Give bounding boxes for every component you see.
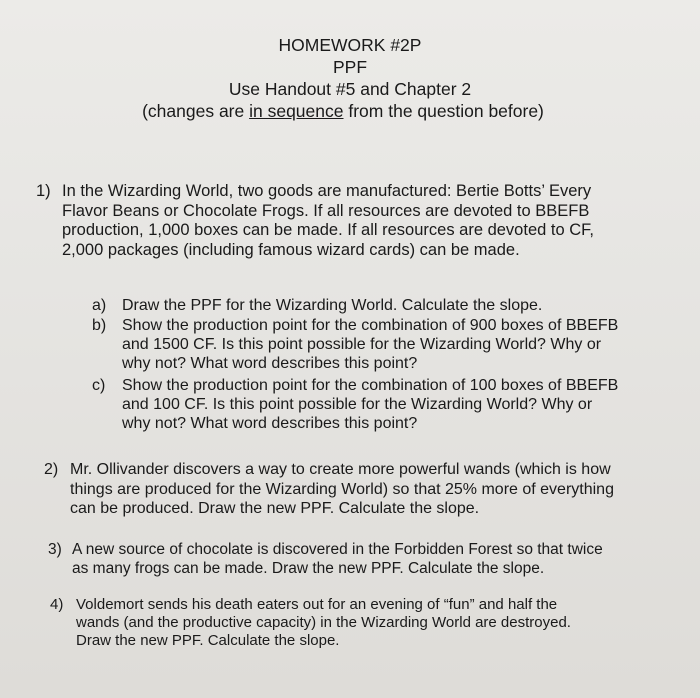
question-number: 4)	[50, 596, 64, 613]
part-line: Draw the PPF for the Wizarding World. Calculate the slope.	[122, 297, 543, 314]
question-number: 2)	[44, 461, 59, 478]
question-line: wands (and the productive capacity) in the Wizarding World are destroyed.	[76, 614, 571, 631]
question-line: Voldemort sends his death eaters out for an evening of “fun” and half the	[76, 596, 558, 613]
question-line: In the Wizarding World, two goods are manufactured: Bertie Botts’ Every	[62, 182, 592, 200]
question-line: Draw the new PPF. Calculate the slope.	[76, 632, 340, 649]
question-line: Mr. Ollivander discovers a way to create more powerful wands (which is how	[70, 461, 611, 478]
part-line: Show the production point for the combination of 900 boxes of BBEFB	[122, 317, 619, 334]
part-line: why not? What word describes this point?	[122, 415, 418, 432]
part-letter: b)	[92, 317, 107, 334]
part-line: Show the production point for the combination of 100 boxes of BBEFB	[122, 377, 619, 394]
question-line: production, 1,000 boxes can be made. If all resources are devoted to CF,	[62, 221, 594, 239]
question-1-part-c	[92, 376, 682, 433]
question-1-part-a	[92, 296, 682, 315]
part-letter: a)	[92, 297, 107, 314]
question-2	[44, 460, 684, 519]
question-line: A new source of chocolate is discovered in the Forbidden Forest so that twice	[72, 541, 603, 558]
document-header	[0, 34, 700, 122]
question-number: 3)	[48, 541, 62, 558]
question-line: as many frogs can be made. Draw the new PPF. Calculate the slope.	[72, 560, 545, 577]
question-line: Flavor Beans or Chocolate Frogs. If all resources are devoted to BBEFB	[62, 201, 590, 220]
document-subtitle: PPF	[332, 57, 368, 77]
question-line: things are produced for the Wizarding World) so that 25% more of everything	[70, 480, 614, 498]
part-line: and 1500 CF. Is this point possible for the Wizarding World? Why or	[122, 336, 602, 353]
question-1-part-b	[92, 316, 682, 373]
question-line: 2,000 packages (including famous wizard cards) can be made.	[62, 240, 520, 259]
question-4	[50, 596, 690, 650]
note-prefix: (changes are	[142, 101, 250, 121]
part-line: and 100 CF. Is this point possible for the Wizarding World? Why or	[122, 396, 593, 413]
note-suffix: from the question before)	[343, 101, 544, 121]
part-letter: c)	[92, 377, 106, 394]
document-instruction: Use Handout #5 and Chapter 2	[228, 79, 472, 99]
question-1	[36, 182, 676, 260]
document-title: HOMEWORK #2P	[278, 35, 422, 55]
question-3	[48, 540, 688, 578]
document-note	[0, 100, 700, 122]
question-number: 1)	[36, 182, 51, 200]
part-line: why not? What word describes this point?	[122, 355, 418, 372]
note-underlined: in sequence	[249, 101, 344, 121]
question-line: can be produced. Draw the new PPF. Calculate the slope.	[70, 500, 480, 517]
